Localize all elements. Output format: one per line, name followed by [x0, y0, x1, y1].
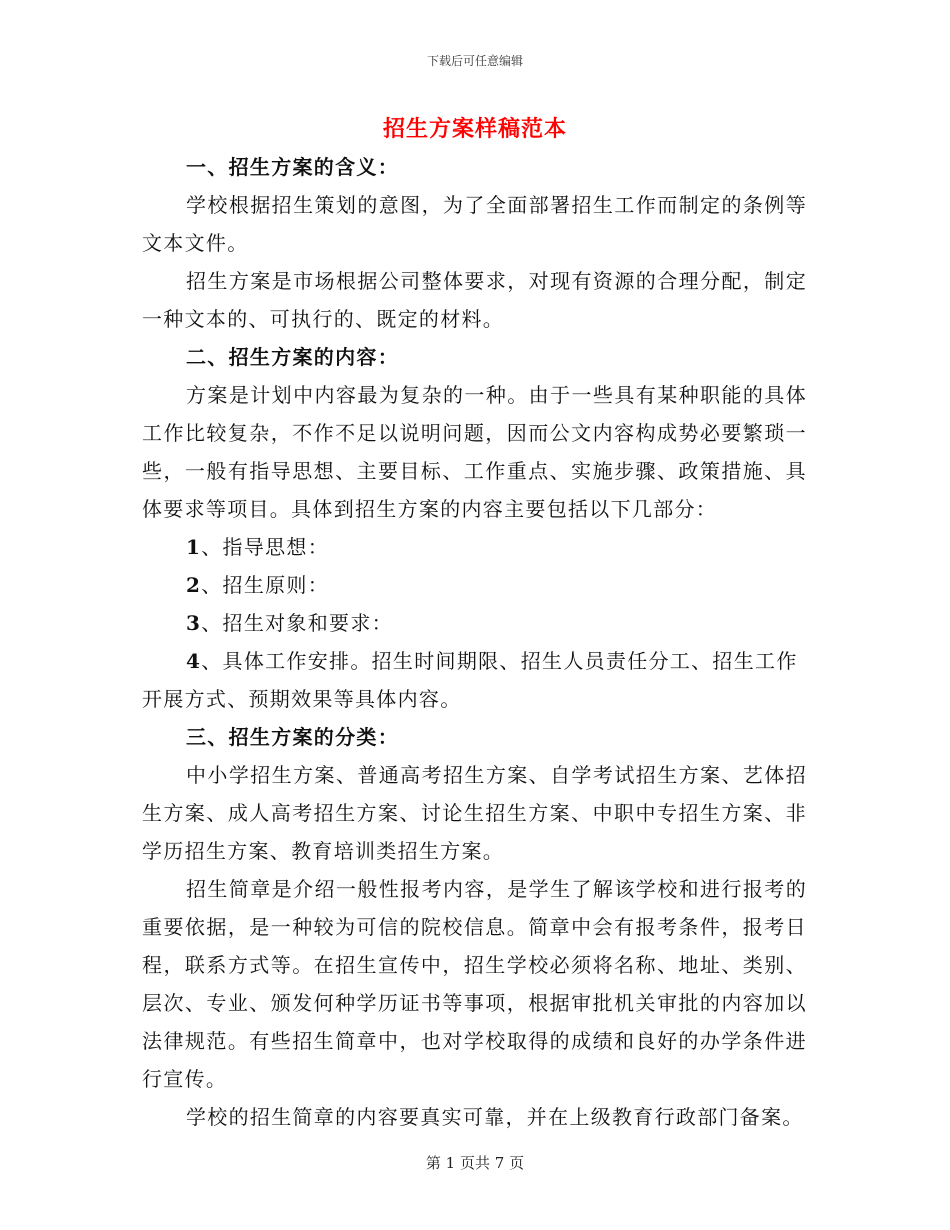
paragraph: 方案是计划中内容最为复杂的一种。由于一些具有某种职能的具体工作比较复杂，不作不足以说明问题，因而公文内容构成势必要繁琐一些，一般有指导思想、主要目标、工作重点、实施步骤、政策措施、具体要求等项目。具体到招生方案的内容主要包括以下几部分：	[142, 383, 807, 521]
list-text: 、招生原则：	[201, 573, 330, 597]
list-text: 、具体工作安排。招生时间期限、招生人员责任分工、招生工作开展方式、预期效果等具体内容。	[142, 649, 798, 711]
list-item	[142, 642, 807, 718]
list-number: 4	[186, 649, 202, 673]
paragraph: 招生简章是介绍一般性报考内容，是学生了解该学校和进行报考的重要依据，是一种较为可信的院校信息。简章中会有报考条件，报考日程，联系方式等。在招生宣传中，招生学校必须将名称、地址、类别、层次、专业、颁发何种学历证书等事项，根据审批机关审批的内容加以法律规范。有些招生简章中，也对学校取得的成绩和良好的办学条件进行宣传。	[142, 877, 807, 1091]
section-heading-meaning: 一、招生方案的含义：	[186, 155, 399, 179]
list-item	[142, 566, 807, 604]
list-item	[142, 528, 807, 566]
section-heading-classification: 三、招生方案的分类：	[186, 725, 399, 749]
document-body	[142, 148, 807, 1136]
page-number: 第 1 页共 7 页	[425, 1154, 525, 1172]
paragraph: 招生方案是市场根据公司整体要求，对现有资源的合理分配，制定一种文本的、可执行的、既定的材料。	[142, 269, 807, 331]
list-text: 、指导思想：	[201, 535, 330, 559]
list-number: 2	[186, 573, 202, 597]
list-text: 、招生对象和要求：	[201, 611, 393, 635]
list-number: 1	[186, 535, 202, 559]
list-item	[142, 604, 807, 642]
paragraph: 学校根据招生策划的意图，为了全面部署招生工作而制定的条例等文本文件。	[142, 193, 807, 255]
list-number: 3	[186, 611, 202, 635]
document-title: 招生方案样稿范本	[382, 116, 567, 142]
paragraph: 中小学招生方案、普通高考招生方案、自学考试招生方案、艺体招生方案、成人高考招生方案、讨论生招生方案、中职中专招生方案、非学历招生方案、教育培训类招生方案。	[142, 763, 807, 863]
paragraph: 学校的招生简章的内容要真实可靠，并在上级教育行政部门备案。	[186, 1105, 804, 1129]
section-heading-content: 二、招生方案的内容：	[186, 345, 399, 369]
header-note: 下载后可任意编辑	[426, 54, 523, 68]
